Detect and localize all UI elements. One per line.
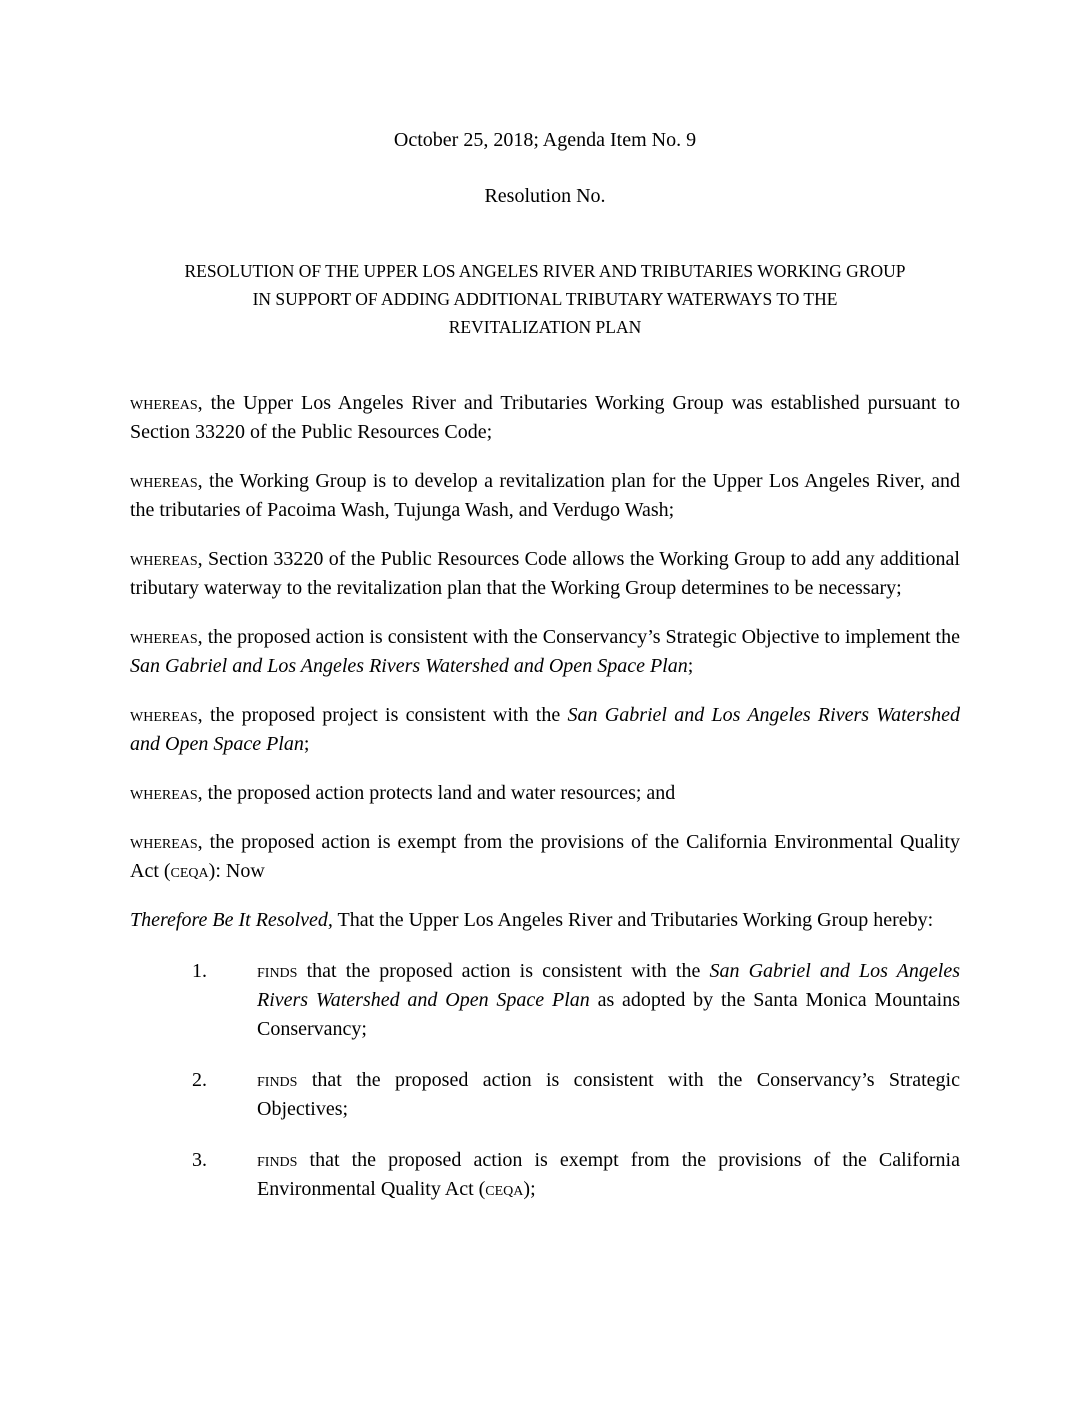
finding-text bbox=[257, 1146, 960, 1204]
clause-text: That the Upper Los Angeles River and Tributaries Working Group hereby: bbox=[332, 909, 934, 931]
whereas-clause-3 bbox=[130, 545, 960, 603]
whereas-keyword: whereas bbox=[130, 470, 198, 492]
finding-text bbox=[257, 957, 960, 1044]
clause-text: , the proposed action is exempt from the provisions of the California Environmental Quality Act ( bbox=[130, 831, 960, 882]
whereas-keyword: whereas bbox=[130, 782, 198, 804]
whereas-clause-1 bbox=[130, 389, 960, 447]
ceqa-acronym: ceqa bbox=[170, 860, 209, 882]
whereas-clause-7 bbox=[130, 828, 960, 886]
clause-text: , the Upper Los Angeles River and Tributaries Working Group was established pursuant to Section 33220 of the Public Resources Code; bbox=[130, 392, 960, 443]
finding-number: 2. bbox=[192, 1069, 207, 1091]
clause-text: as adopted by the Santa Monica Mountains Conservancy; bbox=[257, 989, 960, 1040]
finding-item-3 bbox=[130, 1146, 960, 1204]
clause-text: , the Working Group is to develop a revitalization plan for the Upper Los Angeles River, and the tributaries of Pacoima Wash, Tujunga Wash, and Verdugo Wash; bbox=[130, 470, 960, 521]
clause-text: , the proposed action is consistent with the Conservancy’s Strategic Objective to implement the bbox=[197, 626, 960, 648]
finds-keyword: finds bbox=[257, 960, 298, 982]
resolution-title bbox=[130, 257, 960, 341]
whereas-keyword: whereas bbox=[130, 392, 198, 414]
finds-keyword: finds bbox=[257, 1069, 298, 1091]
date-agenda-line: October 25, 2018; Agenda Item No. 9 bbox=[393, 129, 697, 151]
resolution-title-line-3: REVITALIZATION PLAN bbox=[448, 317, 642, 337]
clause-text: , the proposed action protects land and water resources; and bbox=[197, 782, 676, 804]
ceqa-acronym: ceqa bbox=[485, 1178, 524, 1200]
whereas-keyword: whereas bbox=[130, 548, 198, 570]
whereas-keyword: whereas bbox=[130, 626, 198, 648]
finding-item-1 bbox=[130, 957, 960, 1044]
finding-number: 1. bbox=[192, 960, 207, 982]
resolution-title-line-1: RESOLUTION OF THE UPPER LOS ANGELES RIVER AND TRIBUTARIES WORKING GROUP bbox=[184, 261, 906, 281]
resolved-clause bbox=[130, 906, 960, 935]
resolution-title-line-2: IN SUPPORT OF ADDING ADDITIONAL TRIBUTARY WATERWAYS TO THE bbox=[252, 289, 838, 309]
finds-keyword: finds bbox=[257, 1149, 298, 1171]
clause-text: ; bbox=[303, 733, 310, 755]
whereas-clause-5 bbox=[130, 701, 960, 759]
finding-text bbox=[257, 1066, 960, 1124]
whereas-keyword: whereas bbox=[130, 704, 198, 726]
resolved-keyword-italic: Therefore Be It Resolved, bbox=[130, 909, 333, 931]
findings-list bbox=[130, 957, 960, 1204]
plan-title-italic: San Gabriel and Los Angeles Rivers Watershed and Open Space Plan bbox=[130, 704, 960, 755]
clause-text: , Section 33220 of the Public Resources Code allows the Working Group to add any additional tributary waterway to the revitalization plan that the Working Group determines to be necessary; bbox=[130, 548, 960, 599]
plan-title-italic: San Gabriel and Los Angeles Rivers Watershed and Open Space Plan bbox=[130, 655, 688, 677]
plan-title-italic: San Gabriel and Los Angeles Rivers Watershed and Open Space Plan bbox=[257, 960, 960, 1011]
clause-text: that the proposed action is consistent with the bbox=[297, 960, 710, 982]
whereas-clause-6 bbox=[130, 779, 960, 808]
whereas-keyword: whereas bbox=[130, 831, 198, 853]
clause-text: ): Now bbox=[208, 860, 265, 882]
clause-text: , the proposed project is consistent with the bbox=[197, 704, 568, 726]
clause-text: that the proposed action is consistent with the Conservancy’s Strategic Objectives; bbox=[257, 1069, 960, 1120]
finding-number: 3. bbox=[192, 1149, 207, 1171]
finding-item-2 bbox=[130, 1066, 960, 1124]
whereas-clause-2 bbox=[130, 467, 960, 525]
clause-text: ; bbox=[687, 655, 694, 677]
clause-text: that the proposed action is exempt from the provisions of the California Environmental Quality Act ( bbox=[257, 1149, 960, 1200]
clause-text: ); bbox=[523, 1178, 536, 1200]
resolution-number-line: Resolution No. bbox=[484, 185, 606, 207]
whereas-clause-4 bbox=[130, 623, 960, 681]
